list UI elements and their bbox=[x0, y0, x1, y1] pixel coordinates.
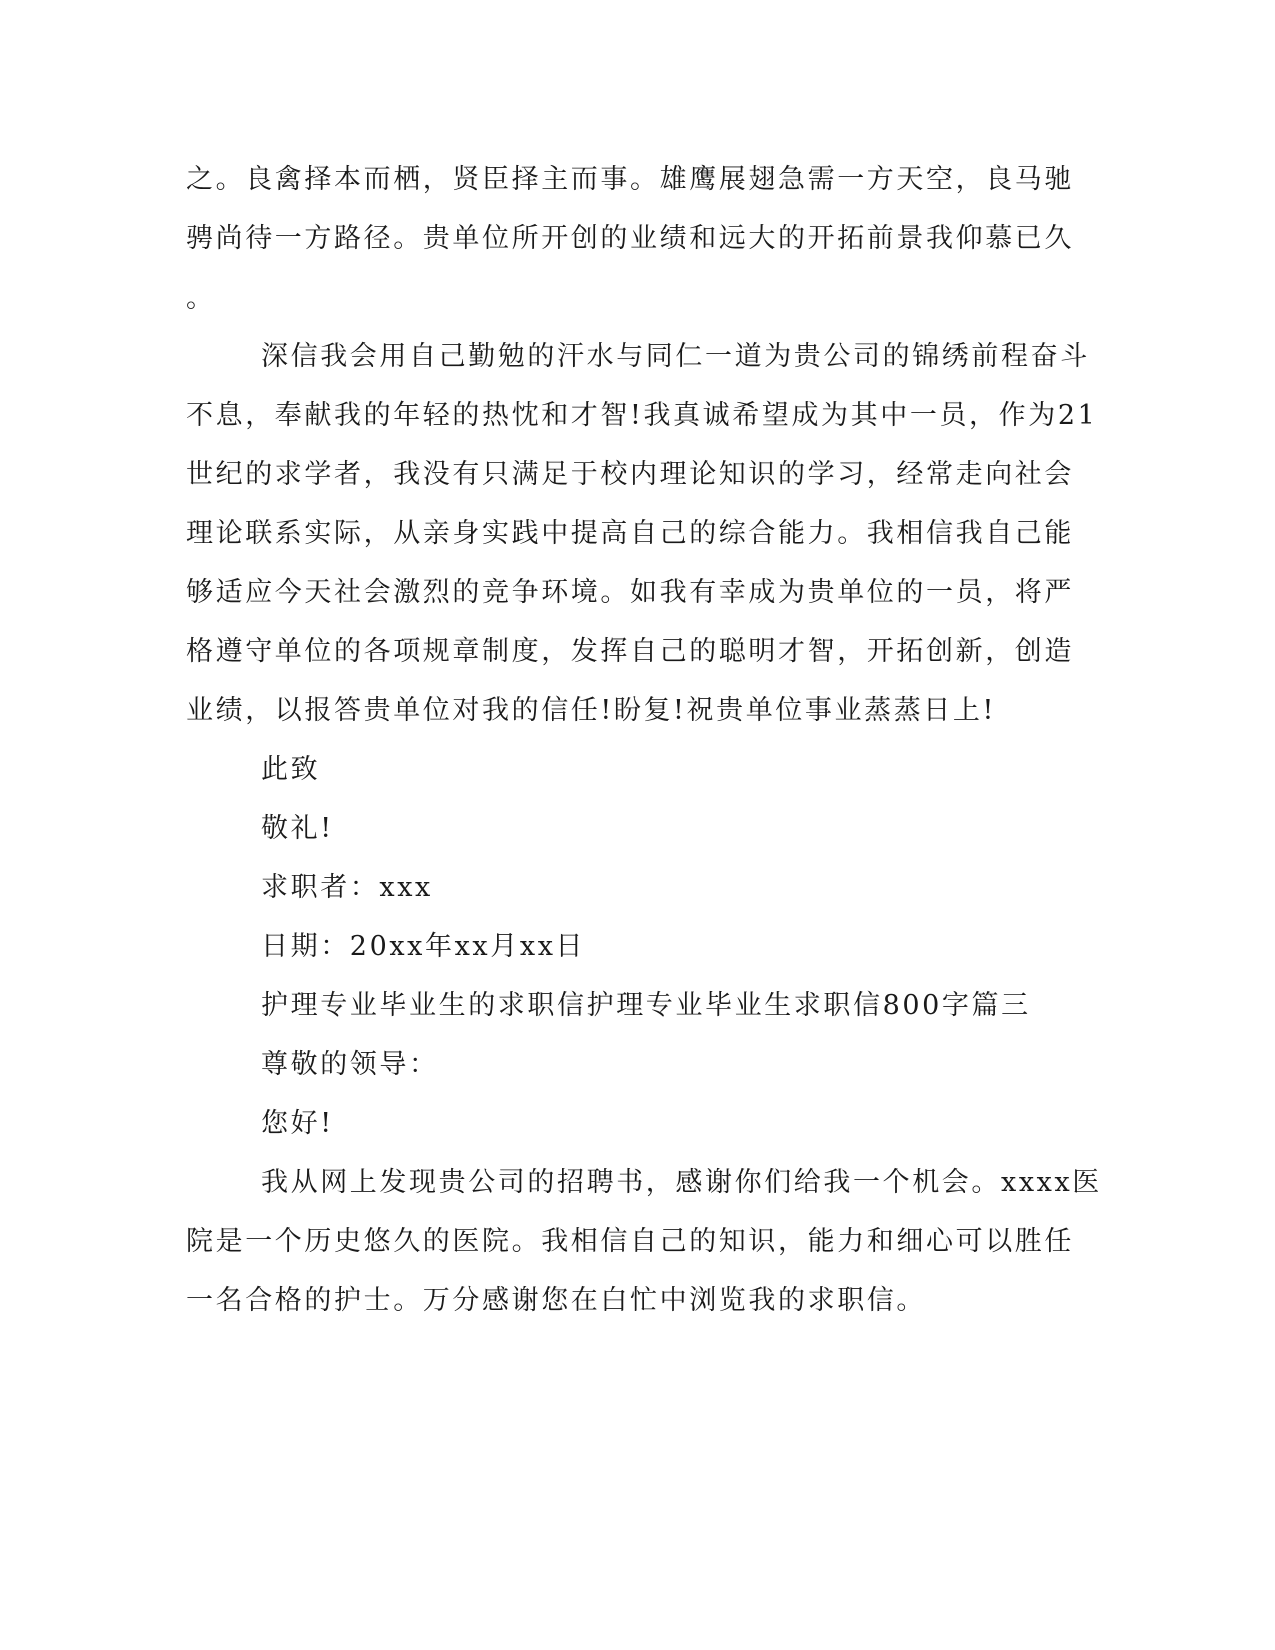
paragraph-line: 一名合格的护士。万分感谢您在白忙中浏览我的求职信。 bbox=[186, 1285, 926, 1316]
paragraph-line: 够适应今天社会激烈的竞争环境。如我有幸成为贵单位的一员，将严 bbox=[186, 577, 1074, 608]
paragraph-line: 不息，奉献我的年轻的热忱和才智!我真诚希望成为其中一员，作为21 bbox=[186, 400, 1098, 431]
paragraph-line: 业绩，以报答贵单位对我的信任!盼复!祝贵单位事业蒸蒸日上! bbox=[186, 695, 996, 726]
closing-salutation: 此致 bbox=[261, 754, 321, 785]
paragraph-line: 我从网上发现贵公司的招聘书，感谢你们给我一个机会。xxxx医 bbox=[261, 1167, 1102, 1198]
greeting-hello: 您好! bbox=[261, 1108, 334, 1139]
closing-regards: 敬礼! bbox=[261, 813, 334, 844]
signature-date: 日期：20xx年xx月xx日 bbox=[261, 931, 586, 962]
section-heading: 护理专业毕业生的求职信护理专业毕业生求职信800字篇三 bbox=[261, 990, 1031, 1021]
paragraph-line: 格遵守单位的各项规章制度，发挥自己的聪明才智，开拓创新，创造 bbox=[186, 636, 1074, 667]
paragraph-line: 骋尚待一方路径。贵单位所开创的业绩和远大的开拓前景我仰慕已久 bbox=[186, 223, 1074, 254]
paragraph-line: 世纪的求学者，我没有只满足于校内理论知识的学习，经常走向社会 bbox=[186, 459, 1074, 490]
paragraph-line: 院是一个历史悠久的医院。我相信自己的知识，能力和细心可以胜任 bbox=[186, 1226, 1074, 1257]
paragraph-line: 理论联系实际，从亲身实践中提高自己的综合能力。我相信我自己能 bbox=[186, 518, 1074, 549]
paragraph-line: 深信我会用自己勤勉的汗水与同仁一道为贵公司的锦绣前程奋斗 bbox=[261, 341, 1090, 372]
paragraph-line: 。 bbox=[186, 283, 216, 314]
greeting: 尊敬的领导： bbox=[261, 1049, 439, 1080]
paragraph-line: 之。良禽择本而栖，贤臣择主而事。雄鹰展翅急需一方天空，良马驰 bbox=[186, 164, 1074, 195]
signature-applicant: 求职者：xxx bbox=[261, 872, 433, 903]
